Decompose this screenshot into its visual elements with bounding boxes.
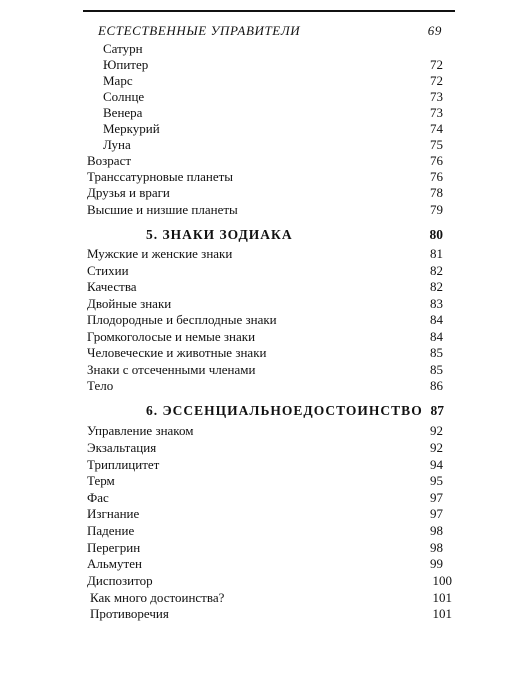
entry-title: Возраст [87, 153, 132, 168]
entry-title: Качества [87, 279, 137, 294]
section-heading-zodiac-signs [146, 226, 443, 243]
entry-title: Изгнание [87, 506, 140, 521]
toc-entry [103, 104, 443, 121]
entry-page: 97 [430, 490, 443, 505]
entry-page: 81 [430, 246, 443, 261]
entry-page: 72 [430, 73, 443, 88]
entry-title: Двойные знаки [87, 296, 172, 311]
entry-title: Как много достоинства? [90, 590, 225, 605]
entry-title: Диспозитор [87, 573, 153, 588]
toc-entry [87, 295, 443, 312]
entry-page: 72 [430, 57, 443, 72]
entry-page: 85 [430, 362, 443, 377]
entry-page: 98 [430, 540, 443, 555]
toc-entry [103, 40, 443, 57]
entry-title: Человеческие и животные знаки [87, 345, 267, 360]
toc-entry [87, 472, 443, 489]
entry-title: Триплицитет [87, 457, 160, 472]
entry-title: Высшие и низшие планеты [87, 202, 238, 217]
toc-entry [87, 328, 443, 345]
entry-title: Терм [87, 473, 115, 488]
entry-title: Противоречия [90, 606, 169, 621]
entry-page: 82 [430, 263, 443, 278]
toc-entry [87, 184, 443, 201]
toc-entry [87, 505, 443, 522]
entry-page: 82 [430, 279, 443, 294]
entry-page: 84 [430, 329, 443, 344]
toc-entry [87, 344, 443, 361]
entry-title: Друзья и враги [87, 185, 170, 200]
entry-title: Перегрин [87, 540, 141, 555]
entry-title: Управление знаком [87, 423, 194, 438]
entry-page: 98 [430, 523, 443, 538]
entry-page: 92 [430, 423, 443, 438]
entry-page: 74 [430, 121, 443, 136]
toc-entry [87, 245, 443, 262]
toc-entry [103, 88, 443, 105]
entry-page: 76 [430, 169, 443, 184]
entry-page: 97 [430, 506, 443, 521]
toc-entry [87, 522, 443, 539]
entry-page: 79 [430, 202, 443, 217]
toc-entry [87, 489, 443, 506]
entry-page: 94 [430, 457, 443, 472]
toc-entry [103, 72, 443, 89]
entry-page: 86 [430, 378, 443, 393]
toc-entry [90, 605, 452, 622]
toc-entry [87, 311, 443, 328]
toc-entry [87, 262, 443, 279]
toc-entry [103, 120, 443, 137]
entry-page: 101 [432, 606, 452, 621]
entry-title: Солнце [103, 89, 145, 104]
toc-entry [87, 377, 443, 394]
entry-page: 78 [430, 185, 443, 200]
entry-page: 75 [430, 137, 443, 152]
entry-page: 95 [430, 473, 443, 488]
entry-title: Знаки с отсеченными членами [87, 362, 256, 377]
section-title: ЕСТЕСТВЕННЫЕ УПРАВИТЕЛИ [98, 23, 301, 38]
toc-entry [87, 555, 443, 572]
entry-page: 100 [432, 573, 452, 588]
toc-entry [87, 422, 443, 439]
entry-page: 73 [430, 105, 443, 120]
entry-title: Мужские и женские знаки [87, 246, 233, 261]
entry-page: 84 [430, 312, 443, 327]
toc-entry [87, 168, 443, 185]
entry-page: 99 [430, 556, 443, 571]
entry-title: Тело [87, 378, 114, 393]
entry-title: Меркурий [103, 121, 160, 136]
entry-page: 83 [430, 296, 443, 311]
toc-entry [87, 539, 443, 556]
entry-title: Плодородные и бесплодные знаки [87, 312, 277, 327]
entry-page: 76 [430, 153, 443, 168]
toc-entry [103, 56, 443, 73]
entry-title: Фас [87, 490, 109, 505]
toc-entry [87, 152, 443, 169]
entry-title: Марс [103, 73, 133, 88]
section-page: 69 [427, 23, 442, 38]
section-page: 87 [430, 403, 444, 418]
section-title: 5. ЗНАКИ ЗОДИАКА [146, 227, 293, 242]
entry-page: 92 [430, 440, 443, 455]
entry-title: Венера [103, 105, 143, 120]
toc-entry [87, 572, 452, 589]
entry-title: Альмутен [87, 556, 142, 571]
entry-title: Громкоголосые и немые знаки [87, 329, 256, 344]
toc-entry [87, 456, 443, 473]
toc-entry [87, 361, 443, 378]
toc-entry [103, 136, 443, 153]
entry-title: Юпитер [103, 57, 149, 72]
section-heading-natural-rulers [98, 22, 442, 39]
entry-page: 101 [432, 590, 452, 605]
toc-entry [87, 201, 443, 218]
entry-title: Стихии [87, 263, 129, 278]
entry-page: 73 [430, 89, 443, 104]
entry-page: 85 [430, 345, 443, 360]
entry-title: Сатурн [103, 41, 143, 56]
entry-title: Падение [87, 523, 135, 538]
section-title: 6. ЭССЕНЦИАЛЬНОЕДОСТОИНСТВО [146, 403, 423, 418]
section-page: 80 [429, 227, 443, 242]
toc-entry [87, 278, 443, 295]
entry-title: Транссатурновые планеты [87, 169, 234, 184]
section-heading-essential-dignity [146, 402, 444, 419]
toc-entry [90, 589, 452, 606]
entry-title: Луна [103, 137, 131, 152]
toc-entry [87, 439, 443, 456]
entry-title: Экзальтация [87, 440, 157, 455]
